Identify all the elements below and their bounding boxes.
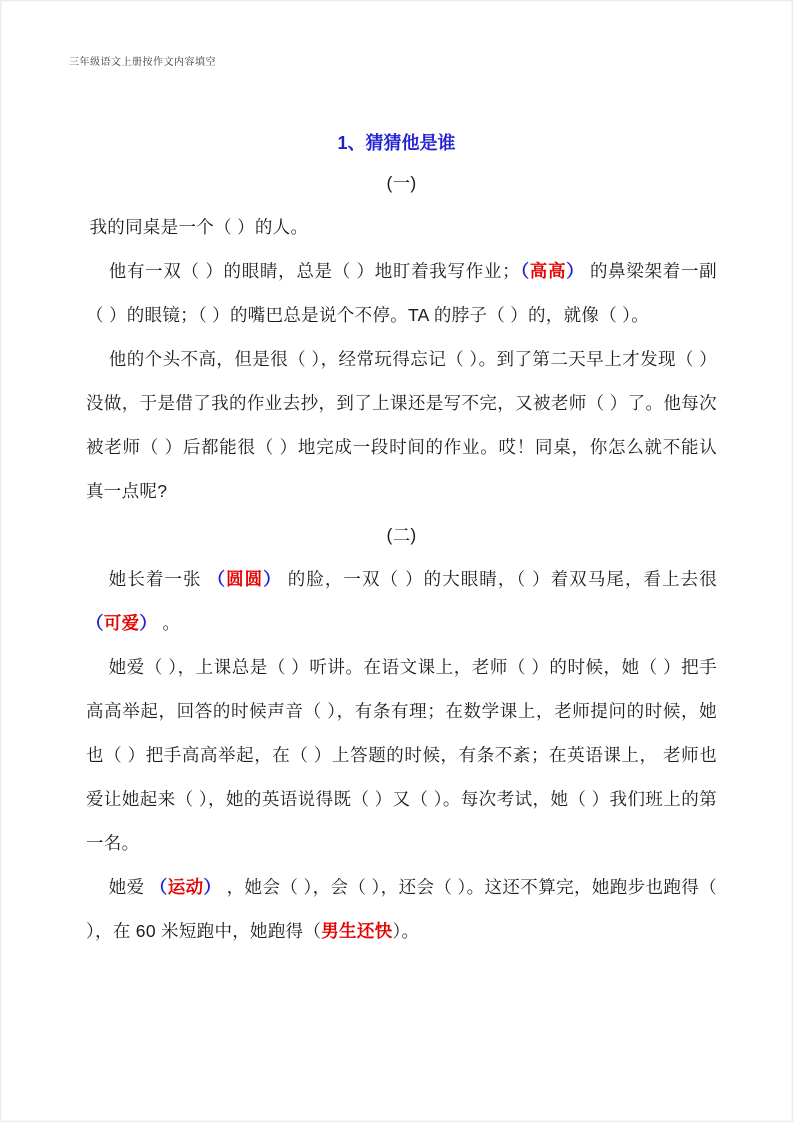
- blue-highlight: ）: [203, 877, 222, 897]
- section-two-label: [86, 513, 717, 557]
- blue-highlight: （: [149, 877, 168, 897]
- paragraph-4: [86, 557, 717, 645]
- text-segment: 。: [157, 613, 181, 633]
- text-segment: ，她会（ ），会（ ），还会（ ）。这还不算完，她跑步也跑得（ ），在 60 米短跑中，她跑得（: [86, 877, 718, 941]
- paragraph-2: [86, 249, 717, 337]
- red-highlight: 圆圆: [226, 569, 264, 589]
- text-segment: 我的同桌是一个（ ）的人。: [89, 217, 309, 237]
- text-segment: 的鼻梁架着一副（ ）的眼镜；（ ）的嘴巴总是说个不停。TA 的脖子（ ）的，就像（ ）。: [86, 261, 717, 325]
- paragraph-3: [86, 337, 717, 513]
- blue-highlight: ）: [263, 569, 282, 589]
- red-highlight: 运动: [167, 877, 204, 897]
- section-one-label: [86, 161, 717, 205]
- text-segment: 她长着一张: [108, 569, 208, 589]
- text-segment: 他的个头不高，但是很（ ），经常玩得忘记（ ）。到了第二天早上才发现（ ）没做，于是借了我的作业去抄，到了上课还是写不完，又被老师（ ）了。他每次被老师（ ）后都能很（ ）地完成一段时间的作业。哎！同桌，你怎么就不能认真一点呢?: [86, 349, 717, 501]
- paragraph-1: [86, 205, 717, 249]
- red-highlight: 可爱: [103, 613, 140, 633]
- text-segment: ）。: [392, 921, 420, 941]
- blue-highlight: ）: [139, 613, 158, 633]
- red-highlight: 男生还快: [321, 921, 393, 941]
- text-segment: 她爱（ ），上课总是（ ）听讲。在语文课上，老师（ ）的时候，她（ ）把手高高举起，回答的时候声音（ ），有条有理；在数学课上，老师提问的时候，她也（ ）把手高高举起，在（ ）上答题的时候，有条不紊；在英语课上， 老师也爱让她起来（ ），她的英语说得既（ ）又（ ）。每次考试，她（ ）我们班上的第一名。: [86, 657, 717, 853]
- text-segment: (二): [386, 525, 417, 545]
- blue-highlight: ）: [566, 261, 585, 281]
- blue-highlight: （: [519, 261, 530, 281]
- text-segment: (一): [386, 173, 417, 193]
- text-segment: 他有一双（ ）的眼睛，总是（ ）地盯着我写作业；: [108, 261, 520, 281]
- blue-highlight: （: [86, 613, 104, 633]
- red-highlight: 高高: [529, 261, 567, 281]
- worksheet-body: [86, 161, 717, 953]
- paragraph-5: [86, 645, 717, 865]
- document-header: 三年级语文上册按作文内容填空: [69, 57, 216, 68]
- blue-highlight: （: [207, 569, 227, 589]
- text-segment: 她爱: [108, 877, 150, 897]
- paragraph-6: [86, 865, 717, 953]
- text-segment: 的脸，一双（ ）的大眼睛，（ ）着双马尾，看上去很: [281, 569, 718, 589]
- page-title: 1、猜猜他是谁: [337, 133, 456, 153]
